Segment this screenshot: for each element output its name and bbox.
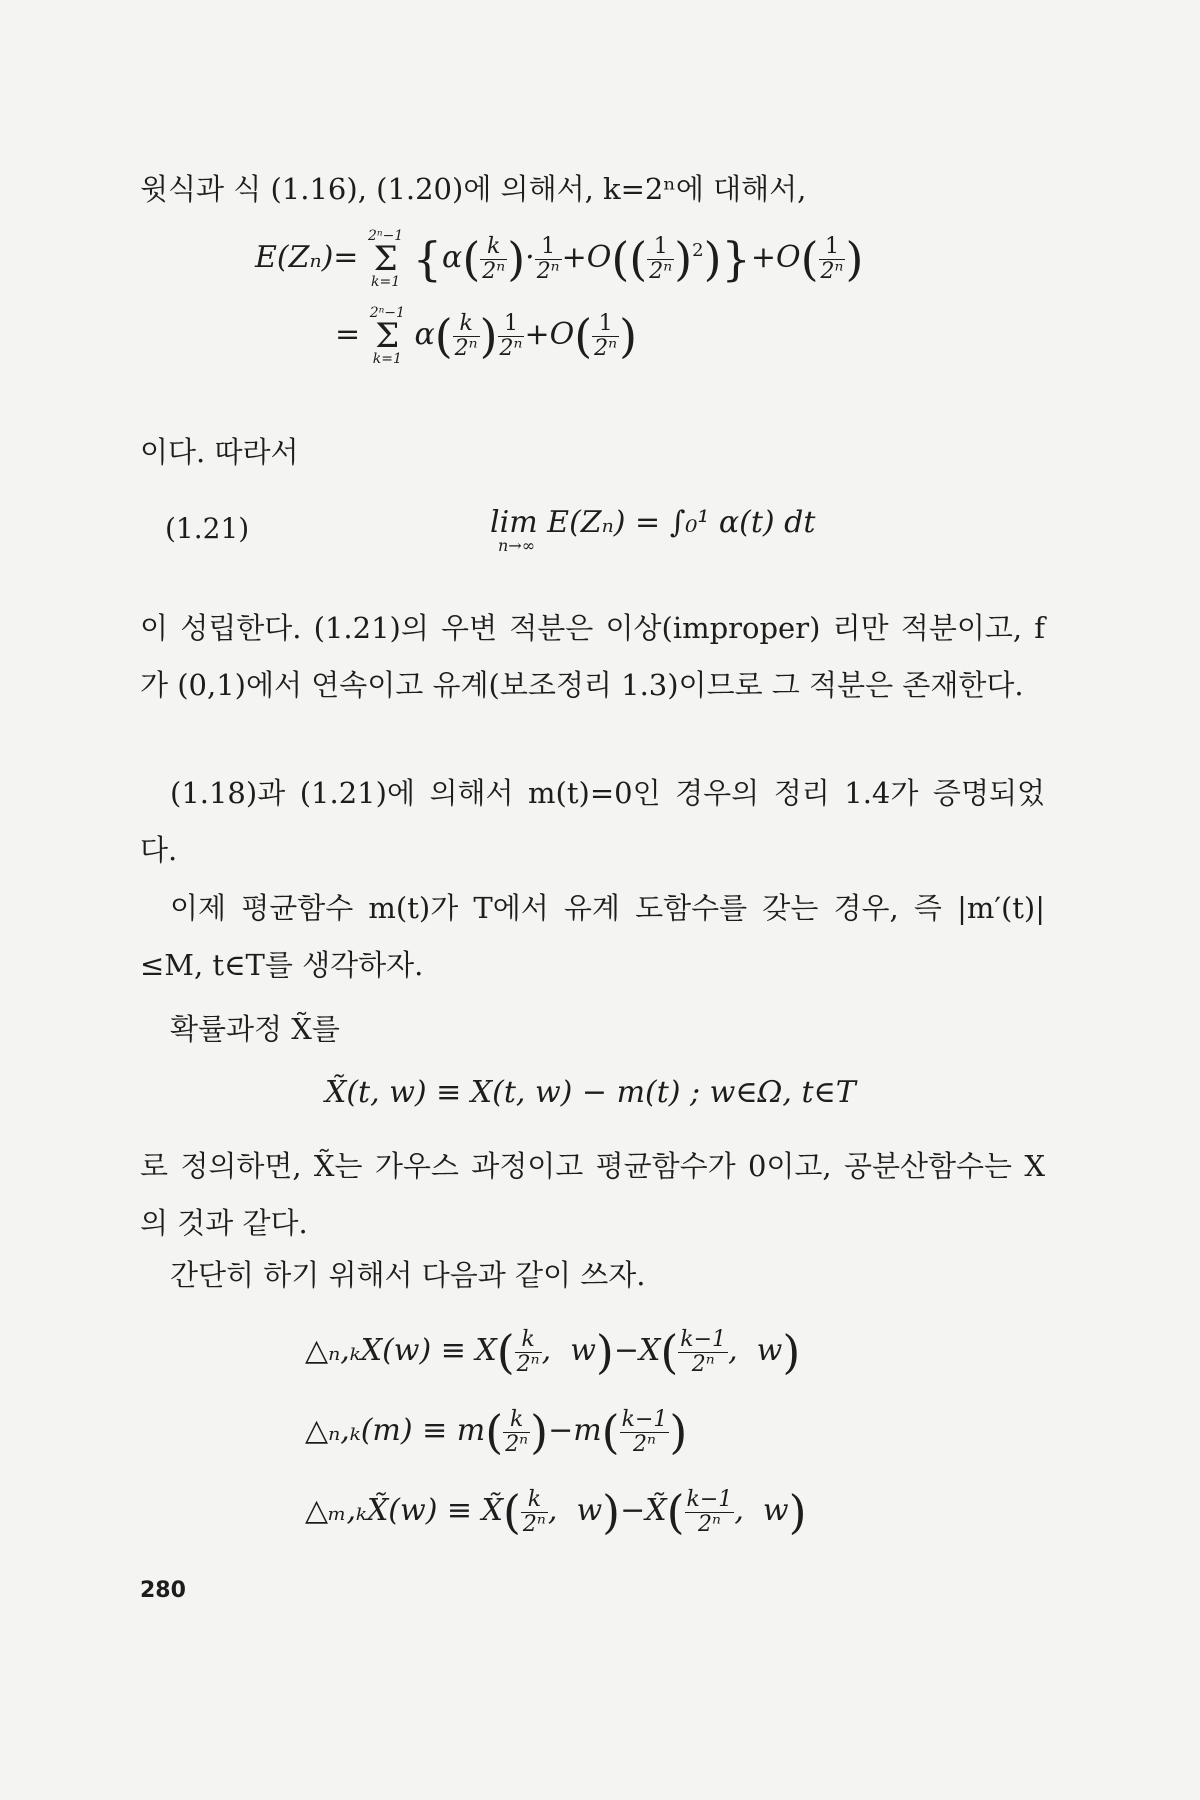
therefore-line: 이다. 따라서 xyxy=(140,435,299,469)
equation-number-1-21: (1.21) xyxy=(165,512,250,545)
intro-line: 윗식과 식 (1.16), (1.20)에 의해서, k=2ⁿ에 대해서, xyxy=(140,172,807,206)
equation-limit: lim E(Zₙ) = ∫₀¹ α(t) dt n→∞ xyxy=(490,505,816,555)
page-number: 280 xyxy=(140,1578,186,1603)
paragraph-gaussian: 로 정의하면, X̃는 가우스 과정이고 평균함수가 0이고, 공분산함수는 X의 것과 같다. xyxy=(140,1149,1045,1240)
sum-operator: 2ⁿ−1 Σ k=1 xyxy=(368,228,404,290)
paragraph-theorem: (1.18)과 (1.21)에 의해서 m(t)=0인 경우의 정리 1.4가 증명되었다. xyxy=(140,776,1045,867)
equation-ez-line1: E(Zₙ)= 2ⁿ−1 Σ k=1 {α( $\frac{k}{\text{2ⁿ}}$ )· $\frac{1}{\text{2ⁿ}}$ +O(( $\frac{1}{\text{2ⁿ}}$ )$^2$)}+O( $\frac{1}{\text{2ⁿ}}$ ) xyxy=(255,228,864,290)
equation-delta-m: △ₙ,ₖ(m) ≡ m( $\frac{k}{\text{2ⁿ}}$ )−m( $\frac{k-1}{\text{2ⁿ}}$ ) xyxy=(305,1405,688,1459)
equation-xtilde-def: X̃(t, w) ≡ X(t, w) − m(t) ; w∈Ω, t∈T xyxy=(325,1075,856,1110)
paragraph-integral: 이 성립한다. (1.21)의 우변 적분은 이상(improper) 리만 적분이고, f가 (0,1)에서 연속이고 유계(보조정리 1.3)이므로 그 적분은 존재한다. xyxy=(140,611,1045,702)
process-line: 확률과정 X̃를 xyxy=(170,1012,340,1046)
notation-line: 간단히 하기 위해서 다음과 같이 쓰자. xyxy=(170,1258,646,1292)
sum-operator-2: 2ⁿ−1 Σ k=1 xyxy=(369,305,405,367)
ez-lhs: E(Zₙ)= xyxy=(255,240,359,275)
equation-ez-line2: = 2ⁿ−1 Σ k=1 α( $\frac{k}{\text{2ⁿ}}$ ) $\frac{1}{\text{2ⁿ}}$ +O( $\frac{1}{\text{2ⁿ}}$ ) xyxy=(335,305,638,367)
equation-delta-xtilde: △ₘ,ₖX̃(w) ≡ X̃( $\frac{k}{\text{2ⁿ}}$ , w)−X̃( $\frac{k-1}{\text{2ⁿ}}$ , w) xyxy=(305,1485,807,1539)
paragraph-mean-function: 이제 평균함수 m(t)가 T에서 유계 도함수를 갖는 경우, 즉 |m′(t)|≤M, t∈T를 생각하자. xyxy=(140,891,1045,982)
equation-delta-x: △ₙ,ₖX(w) ≡ X( $\frac{k}{\text{2ⁿ}}$ , w)−X( $\frac{k-1}{\text{2ⁿ}}$ , w) xyxy=(305,1325,801,1379)
